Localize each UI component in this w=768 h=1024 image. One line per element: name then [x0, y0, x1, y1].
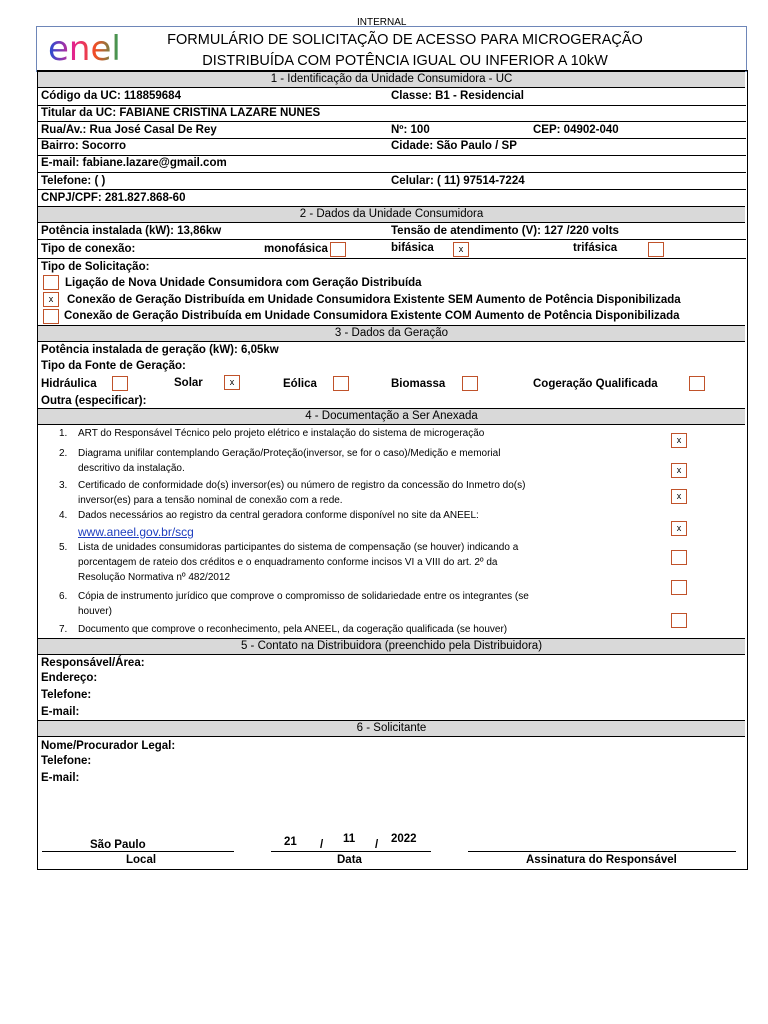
date-year[interactable]: 2022 [391, 833, 417, 845]
section-4-header: 4 - Documentação a Ser Anexada [38, 408, 745, 425]
solicitacao-opt2-checkbox[interactable]: x [43, 292, 59, 307]
doc-item-checkbox[interactable] [671, 550, 687, 565]
celular: Celular: ( 11) 97514-7224 [391, 175, 525, 187]
cnpj-cpf: CNPJ/CPF: 281.827.868-60 [41, 192, 186, 204]
doc-item-text: Resolução Normativa nº 482/2012 [78, 572, 231, 583]
classification-label: INTERNAL [357, 17, 407, 28]
outra-fonte-label: Outra (especificar): [41, 395, 147, 407]
date-sep-1: / [320, 839, 324, 851]
doc-item-number: 6. [59, 591, 68, 602]
section-1-header: 1 - Identificação da Unidade Consumidora - UC [38, 71, 745, 88]
doc-item-text: Documento que comprove o reconhecimento, pela ANEEL, da cogeração qualificada (se houver) [78, 624, 508, 635]
potencia-instalada: Potência instalada (kW): 13,86kw [41, 225, 222, 237]
eolica-label: Eólica [283, 378, 317, 390]
cogeracao-checkbox[interactable] [689, 376, 705, 391]
bifasica-label: bifásica [391, 242, 434, 254]
data-label: Data [337, 854, 362, 866]
cogeracao-label: Cogeração Qualificada [533, 378, 658, 390]
solicitante-email: E-mail: [41, 772, 80, 784]
doc-item-number: 5. [59, 542, 68, 553]
solicitacao-opt3-checkbox[interactable] [43, 309, 59, 324]
trifasica-checkbox[interactable] [648, 242, 664, 257]
section-6-header: 6 - Solicitante [38, 720, 745, 737]
hidraulica-checkbox[interactable] [112, 376, 128, 391]
doc-item-text: Diagrama unifilar contemplando Geração/Proteção(inversor, se for o caso)/Medição e memorial [78, 448, 501, 459]
potencia-geracao: Potência instalada de geração (kW): 6,05kw [41, 344, 279, 356]
tipo-solicitacao-label: Tipo de Solicitação: [41, 261, 150, 273]
doc-item-checkbox[interactable]: x [671, 433, 687, 448]
contato-responsavel: Responsável/Área: [41, 657, 145, 669]
numero: Nº: 100 [391, 124, 430, 136]
bifasica-checkbox[interactable]: x [453, 242, 469, 257]
eolica-checkbox[interactable] [333, 376, 349, 391]
section-5-header: 5 - Contato na Distribuidora (preenchido pela Distribuidora) [38, 638, 745, 655]
telefone: Telefone: ( ) [41, 175, 106, 187]
doc-item-text: descritivo da instalação. [78, 463, 185, 474]
doc-item-text: porcentagem de rateio dos créditos e o enquadramento conforme incisos VI a VIII do art. 2º da [78, 557, 498, 568]
codigo-uc: Código da UC: 118859684 [41, 90, 181, 102]
biomassa-checkbox[interactable] [462, 376, 478, 391]
doc-item-number: 4. [59, 510, 68, 521]
date-underline [271, 851, 431, 852]
fonte-geracao-label: Tipo da Fonte de Geração: [41, 360, 186, 372]
endereco-rua: Rua/Av.: Rua José Casal De Rey [41, 124, 217, 136]
monofasica-label: monofásica [264, 243, 328, 255]
form-title [150, 30, 660, 72]
logo-text: enel [48, 30, 121, 68]
section-2-header: 2 - Dados da Unidade Consumidora [38, 206, 745, 223]
doc-item-checkbox[interactable]: x [671, 521, 687, 536]
classe: Classe: B1 - Residencial [391, 90, 524, 102]
doc-item-text: Certificado de conformidade do(s) inversor(es) ou número de registro da concessão do Inmetro do(s) [78, 480, 526, 491]
solicitante-telefone: Telefone: [41, 755, 92, 767]
date-day[interactable]: 21 [284, 836, 297, 848]
monofasica-checkbox[interactable] [330, 242, 346, 257]
enel-logo [48, 30, 136, 73]
doc-item-text: inversor(es) para a tensão nominal de conexão com a rede. [78, 495, 343, 506]
contato-endereco: Endereço: [41, 672, 98, 684]
doc-item-checkbox[interactable] [671, 613, 687, 628]
contato-telefone: Telefone: [41, 689, 92, 701]
date-month[interactable]: 11 [343, 833, 356, 845]
doc-item-number: 2. [59, 448, 68, 459]
titular: Titular da UC: FABIANE CRISTINA LAZARE NUNES [41, 107, 321, 119]
solar-label: Solar [174, 377, 203, 389]
solicitacao-opt3-label: Conexão de Geração Distribuída em Unidade Consumidora Existente COM Aumento de Potência Disponibilizada [64, 310, 680, 322]
doc-item-checkbox[interactable]: x [671, 489, 687, 504]
cep: CEP: 04902-040 [533, 124, 619, 136]
tipo-conexao-label: Tipo de conexão: [41, 243, 136, 255]
solicitacao-opt1-label: Ligação de Nova Unidade Consumidora com Geração Distribuída [65, 277, 422, 289]
doc-item-text: Lista de unidades consumidoras participantes do sistema de compensação (se houver) indicando a [78, 542, 519, 553]
solicitacao-opt1-checkbox[interactable] [43, 275, 59, 290]
tensao-atendimento: Tensão de atendimento (V): 127 /220 volts [391, 225, 619, 237]
doc-item-text: ART do Responsável Técnico pelo projeto elétrico e instalação do sistema de microgeração [78, 428, 485, 439]
title-line-1: FORMULÁRIO DE SOLICITAÇÃO DE ACESSO PARA MICROGERAÇÃO [167, 32, 643, 48]
doc-item-number: 3. [59, 480, 68, 491]
biomassa-label: Biomassa [391, 378, 446, 390]
section-3-header: 3 - Dados da Geração [38, 325, 745, 342]
solar-checkbox[interactable]: x [224, 375, 240, 390]
doc-item-checkbox[interactable]: x [671, 463, 687, 478]
date-sep-2: / [375, 839, 379, 851]
solicitacao-opt2-label: Conexão de Geração Distribuída em Unidade Consumidora Existente SEM Aumento de Potência Disponibilizada [67, 294, 681, 306]
doc-item-number: 1. [59, 428, 68, 439]
email: E-mail: fabiane.lazare@gmail.com [41, 157, 227, 169]
cidade: Cidade: São Paulo / SP [391, 140, 517, 152]
doc-item-number: 7. [59, 624, 68, 635]
doc-item-text: Dados necessários ao registro da central geradora conforme disponível no site da ANEEL: [78, 510, 479, 521]
doc-item-text: houver) [78, 606, 112, 617]
hidraulica-label: Hidráulica [41, 378, 97, 390]
title-line-2: DISTRIBUÍDA COM POTÊNCIA IGUAL OU INFERIOR A 10kW [202, 53, 608, 69]
contato-email: E-mail: [41, 706, 80, 718]
bairro: Bairro: Socorro [41, 140, 126, 152]
doc-item-checkbox[interactable] [671, 580, 687, 595]
aneel-link[interactable]: www.aneel.gov.br/scg [78, 525, 194, 539]
signature-underline [468, 851, 736, 852]
local-label: Local [126, 854, 157, 866]
doc-item-text: Cópia de instrumento jurídico que comprove o compromisso de solidariedade entre os integrantes (se [78, 591, 529, 602]
assinatura-label: Assinatura do Responsável [526, 854, 677, 866]
trifasica-label: trifásica [573, 242, 618, 254]
local-value[interactable]: São Paulo [90, 839, 146, 851]
solicitante-nome: Nome/Procurador Legal: [41, 740, 176, 752]
